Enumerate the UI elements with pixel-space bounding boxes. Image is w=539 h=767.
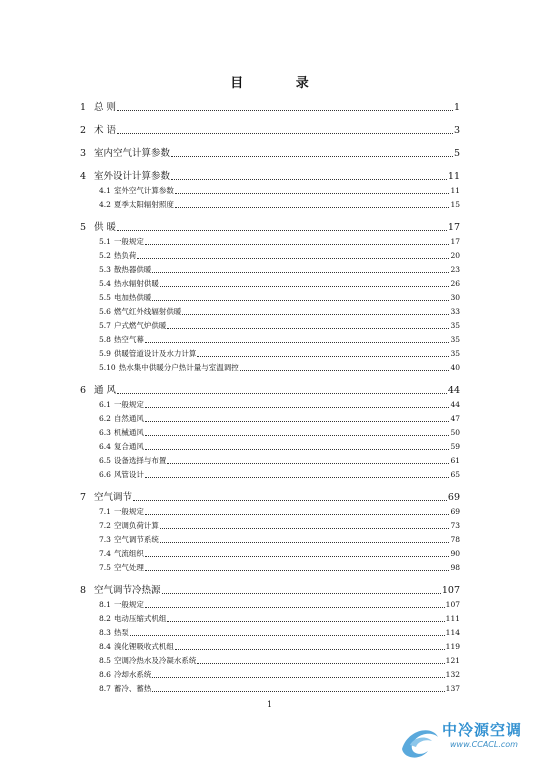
entry-number: 5.6 bbox=[99, 307, 111, 316]
entry-title: 总 则 bbox=[94, 102, 117, 113]
entry-number: 5.2 bbox=[99, 251, 111, 260]
leader-dots bbox=[167, 463, 449, 464]
entry-page: 30 bbox=[450, 293, 460, 302]
entry-page: 132 bbox=[445, 670, 460, 679]
entry-page: 65 bbox=[450, 470, 460, 479]
leader-dots bbox=[133, 500, 447, 501]
entry-page: 17 bbox=[450, 237, 460, 246]
entry-page: 107 bbox=[445, 600, 460, 609]
entry-title: 气流组织 bbox=[113, 549, 144, 558]
section-row[interactable] bbox=[80, 304, 460, 318]
entry-title: 电动压缩式机组 bbox=[113, 614, 167, 623]
entry-number: 6.4 bbox=[99, 442, 111, 451]
entry-number: 1 bbox=[80, 102, 87, 113]
section-row[interactable] bbox=[80, 681, 460, 695]
entry-page: 40 bbox=[450, 363, 460, 372]
leader-dots bbox=[117, 230, 447, 231]
leader-dots bbox=[145, 435, 450, 436]
leader-dots bbox=[160, 528, 450, 529]
section-row[interactable] bbox=[80, 234, 460, 248]
leader-dots bbox=[160, 542, 450, 543]
chapter-row[interactable] bbox=[80, 383, 460, 397]
entry-title: 复合通风 bbox=[113, 442, 144, 451]
entry-page: 11 bbox=[450, 186, 460, 195]
section-row[interactable] bbox=[80, 467, 460, 481]
watermark-url: www.CCACL.com bbox=[450, 740, 518, 749]
chapter-row[interactable] bbox=[80, 100, 460, 114]
section-row[interactable] bbox=[80, 290, 460, 304]
section-row[interactable] bbox=[80, 504, 460, 518]
leader-dots bbox=[145, 449, 450, 450]
leader-dots bbox=[145, 477, 450, 478]
entry-title: 室内空气计算参数 bbox=[94, 148, 171, 159]
entry-title: 燃气红外线辐射供暖 bbox=[113, 307, 182, 316]
section-row[interactable] bbox=[80, 597, 460, 611]
entry-title: 空调负荷计算 bbox=[113, 521, 159, 530]
leader-dots bbox=[152, 300, 449, 301]
entry-title: 热空气幕 bbox=[113, 335, 144, 344]
entry-title: 设备选择与布置 bbox=[113, 456, 167, 465]
entry-title: 供暖管道设计及水力计算 bbox=[113, 349, 197, 358]
entry-number: 5.7 bbox=[99, 321, 111, 330]
entry-title: 热负荷 bbox=[113, 251, 137, 260]
entry-page: 98 bbox=[450, 563, 460, 572]
leader-dots bbox=[145, 514, 450, 515]
entry-number: 4.2 bbox=[99, 200, 111, 209]
entry-page: 59 bbox=[450, 442, 460, 451]
entry-page: 107 bbox=[441, 585, 460, 596]
section-row[interactable] bbox=[80, 439, 460, 453]
leader-dots bbox=[137, 258, 449, 259]
entry-number: 7 bbox=[80, 492, 87, 503]
section-row[interactable] bbox=[80, 546, 460, 560]
entry-page: 90 bbox=[450, 549, 460, 558]
leader-dots bbox=[145, 244, 450, 245]
entry-page: 78 bbox=[450, 535, 460, 544]
entry-number: 6 bbox=[80, 385, 87, 396]
section-row[interactable] bbox=[80, 667, 460, 681]
leader-dots bbox=[117, 110, 453, 111]
entry-page: 23 bbox=[450, 265, 460, 274]
entry-page: 35 bbox=[450, 335, 460, 344]
leader-dots bbox=[197, 356, 449, 357]
entry-number: 4 bbox=[80, 171, 87, 182]
section-row[interactable] bbox=[80, 411, 460, 425]
leader-dots bbox=[145, 421, 450, 422]
entry-page: 137 bbox=[445, 684, 460, 693]
section-row[interactable] bbox=[80, 653, 460, 667]
leader-dots bbox=[240, 370, 450, 371]
entry-title: 空气调节 bbox=[94, 492, 133, 503]
entry-page: 47 bbox=[450, 414, 460, 423]
leader-dots bbox=[171, 179, 447, 180]
watermark-logo bbox=[398, 719, 536, 763]
entry-number: 2 bbox=[80, 125, 87, 136]
entry-title: 电加热供暖 bbox=[113, 293, 152, 302]
entry-title: 户式燃气炉供暖 bbox=[113, 321, 167, 330]
entry-title: 溴化锂吸收式机组 bbox=[113, 642, 174, 651]
leader-dots bbox=[182, 314, 449, 315]
entry-title: 热泵 bbox=[113, 628, 129, 637]
swirl-logo-icon bbox=[398, 719, 442, 763]
entry-number: 7.1 bbox=[99, 507, 111, 516]
section-row[interactable] bbox=[80, 532, 460, 546]
entry-page: 73 bbox=[450, 521, 460, 530]
entry-page: 50 bbox=[450, 428, 460, 437]
section-row[interactable] bbox=[80, 611, 460, 625]
entry-title: 散热器供暖 bbox=[113, 265, 152, 274]
leader-dots bbox=[152, 691, 444, 692]
entry-number: 6.1 bbox=[99, 400, 111, 409]
entry-number: 8.6 bbox=[99, 670, 111, 679]
leader-dots bbox=[197, 663, 444, 664]
entry-page: 114 bbox=[445, 628, 460, 637]
section-row[interactable] bbox=[80, 197, 460, 211]
entry-number: 8 bbox=[80, 585, 87, 596]
entry-title: 空调冷热水及冷凝水系统 bbox=[113, 656, 197, 665]
entry-page: 111 bbox=[445, 614, 460, 623]
entry-page: 3 bbox=[453, 125, 460, 136]
entry-title: 空气处理 bbox=[113, 563, 144, 572]
section-row[interactable] bbox=[80, 639, 460, 653]
section-row[interactable] bbox=[80, 318, 460, 332]
entry-number: 5.10 bbox=[99, 363, 116, 372]
entry-number: 4.1 bbox=[99, 186, 111, 195]
entry-title: 空气调节冷热源 bbox=[94, 585, 161, 596]
leader-dots bbox=[145, 407, 450, 408]
page-number: 1 bbox=[266, 700, 273, 709]
section-row[interactable] bbox=[80, 332, 460, 346]
entry-number: 5.5 bbox=[99, 293, 111, 302]
entry-page: 33 bbox=[450, 307, 460, 316]
leader-dots bbox=[152, 272, 449, 273]
entry-title: 蓄冷、蓄热 bbox=[113, 684, 152, 693]
entry-number: 3 bbox=[80, 148, 87, 159]
entry-title: 术 语 bbox=[94, 125, 117, 136]
page-title: 目 录 bbox=[230, 76, 333, 91]
entry-page: 17 bbox=[447, 222, 460, 233]
entry-title: 室外设计计算参数 bbox=[94, 171, 171, 182]
entry-number: 5.8 bbox=[99, 335, 111, 344]
entry-title: 一般规定 bbox=[113, 400, 144, 409]
section-row[interactable] bbox=[80, 183, 460, 197]
leader-dots bbox=[171, 156, 453, 157]
entry-number: 8.5 bbox=[99, 656, 111, 665]
entry-page: 35 bbox=[450, 321, 460, 330]
entry-title: 一般规定 bbox=[113, 507, 144, 516]
chapter-row[interactable] bbox=[80, 583, 460, 597]
section-row[interactable] bbox=[80, 453, 460, 467]
leader-dots bbox=[130, 635, 445, 636]
entry-number: 8.2 bbox=[99, 614, 111, 623]
entry-number: 8.3 bbox=[99, 628, 111, 637]
entry-number: 7.4 bbox=[99, 549, 111, 558]
leader-dots bbox=[117, 393, 447, 394]
entry-page: 119 bbox=[445, 642, 460, 651]
entry-title: 通 风 bbox=[94, 385, 117, 396]
entry-title: 机械通风 bbox=[113, 428, 144, 437]
entry-title: 自然通风 bbox=[113, 414, 144, 423]
section-row[interactable] bbox=[80, 248, 460, 262]
entry-title: 一般规定 bbox=[113, 600, 144, 609]
entry-title: 夏季太阳辐射照度 bbox=[113, 200, 174, 209]
entry-page: 69 bbox=[447, 492, 460, 503]
leader-dots bbox=[145, 570, 450, 571]
leader-dots bbox=[145, 607, 445, 608]
entry-number: 7.5 bbox=[99, 563, 111, 572]
leader-dots bbox=[162, 593, 441, 594]
entry-number: 5.1 bbox=[99, 237, 111, 246]
entry-title: 热水辐射供暖 bbox=[113, 279, 159, 288]
leader-dots bbox=[175, 649, 445, 650]
leader-dots bbox=[117, 133, 453, 134]
entry-number: 5 bbox=[80, 222, 87, 233]
leader-dots bbox=[152, 677, 444, 678]
entry-title: 热水集中供暖分户热计量与室温调控 bbox=[118, 363, 239, 372]
entry-number: 5.3 bbox=[99, 265, 111, 274]
entry-number: 5.4 bbox=[99, 279, 111, 288]
entry-number: 8.4 bbox=[99, 642, 111, 651]
section-row[interactable] bbox=[80, 276, 460, 290]
leader-dots bbox=[167, 621, 444, 622]
entry-title: 空气调节系统 bbox=[113, 535, 159, 544]
section-row[interactable] bbox=[80, 346, 460, 360]
watermark-name: 中冷源空调 bbox=[442, 721, 523, 739]
leader-dots bbox=[175, 207, 450, 208]
entry-number: 6.6 bbox=[99, 470, 111, 479]
section-row[interactable] bbox=[80, 518, 460, 532]
leader-dots bbox=[145, 342, 450, 343]
entry-page: 11 bbox=[447, 171, 460, 182]
entry-page: 44 bbox=[450, 400, 460, 409]
entry-page: 1 bbox=[453, 102, 460, 113]
entry-number: 5.9 bbox=[99, 349, 111, 358]
entry-page: 20 bbox=[450, 251, 460, 260]
section-row[interactable] bbox=[80, 397, 460, 411]
entry-number: 6.5 bbox=[99, 456, 111, 465]
entry-number: 6.2 bbox=[99, 414, 111, 423]
entry-title: 供 暖 bbox=[94, 222, 117, 233]
leader-dots bbox=[145, 556, 450, 557]
entry-number: 7.2 bbox=[99, 521, 111, 530]
entry-page: 69 bbox=[450, 507, 460, 516]
entry-title: 室外空气计算参数 bbox=[113, 186, 174, 195]
section-row[interactable] bbox=[80, 425, 460, 439]
leader-dots bbox=[160, 286, 450, 287]
entry-page: 26 bbox=[450, 279, 460, 288]
entry-number: 6.3 bbox=[99, 428, 111, 437]
entry-page: 35 bbox=[450, 349, 460, 358]
chapter-row[interactable] bbox=[80, 169, 460, 183]
section-row[interactable] bbox=[80, 625, 460, 639]
leader-dots bbox=[167, 328, 449, 329]
entry-number: 8.7 bbox=[99, 684, 111, 693]
entry-title: 冷却水系统 bbox=[113, 670, 152, 679]
chapter-row[interactable] bbox=[80, 123, 460, 137]
entry-title: 风管设计 bbox=[113, 470, 144, 479]
table-of-contents bbox=[80, 100, 460, 695]
section-row[interactable] bbox=[80, 560, 460, 574]
chapter-row[interactable] bbox=[80, 490, 460, 504]
section-row[interactable] bbox=[80, 360, 460, 374]
leader-dots bbox=[175, 193, 450, 194]
entry-number: 7.3 bbox=[99, 535, 111, 544]
entry-page: 5 bbox=[453, 148, 460, 159]
entry-number: 8.1 bbox=[99, 600, 111, 609]
entry-page: 61 bbox=[450, 456, 460, 465]
entry-title: 一般规定 bbox=[113, 237, 144, 246]
entry-page: 15 bbox=[450, 200, 460, 209]
entry-page: 44 bbox=[447, 385, 460, 396]
section-row[interactable] bbox=[80, 262, 460, 276]
chapter-row[interactable] bbox=[80, 146, 460, 160]
entry-page: 121 bbox=[445, 656, 460, 665]
chapter-row[interactable] bbox=[80, 220, 460, 234]
